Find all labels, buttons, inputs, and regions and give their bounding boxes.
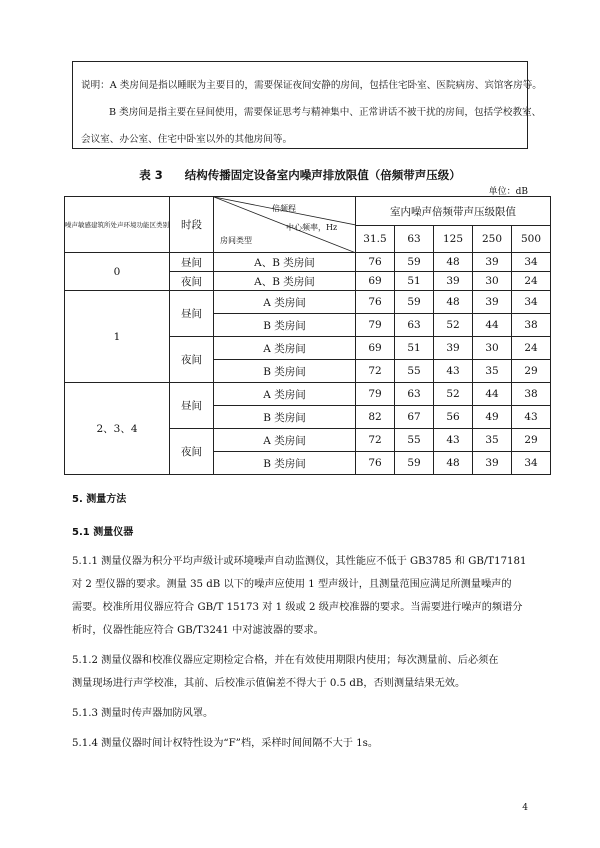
value-cell: 51: [395, 272, 434, 291]
zone-cell: 1: [65, 291, 170, 383]
value-cell: 52: [434, 314, 473, 337]
value-cell: 43: [434, 360, 473, 383]
value-cell: 63: [395, 314, 434, 337]
room-type-cell: B 类房间: [214, 406, 356, 429]
table-number: 表 3: [139, 168, 163, 182]
paragraph-line: 5.1.2 测量仪器和校准仪器应定期检定合格，并在有效使用期限内使用；每次测量前、后必须在: [72, 655, 499, 666]
value-cell: 39: [434, 337, 473, 360]
value-cell: 59: [395, 291, 434, 314]
value-cell: 34: [512, 452, 551, 475]
header-freq: 125: [434, 226, 473, 253]
table-note-box: [72, 61, 542, 149]
value-cell: 72: [356, 429, 395, 452]
value-cell: 79: [356, 383, 395, 406]
room-type-cell: A 类房间: [214, 337, 356, 360]
value-cell: 69: [356, 337, 395, 360]
table-unit: 单位：dB: [488, 187, 528, 197]
value-cell: 49: [473, 406, 512, 429]
room-type-cell: A 类房间: [214, 383, 356, 406]
room-type-cell: B 类房间: [214, 452, 356, 475]
value-cell: 34: [512, 291, 551, 314]
value-cell: 44: [473, 383, 512, 406]
value-cell: 29: [512, 429, 551, 452]
value-cell: 35: [473, 360, 512, 383]
period-cell: 昼间: [170, 383, 214, 429]
value-cell: 44: [473, 314, 512, 337]
value-cell: 67: [395, 406, 434, 429]
diag-label-octave: 倍频程: [272, 204, 296, 213]
note-line-2: B 类房间是指主要在昼间使用，需要保证思考与精神集中、正常讲话不被干扰的房间，包括学校教室、: [109, 107, 542, 118]
value-cell: 59: [395, 253, 434, 272]
diag-label-room: 房间类型: [220, 236, 252, 245]
section-5-1-heading: 5.1 测量仪器: [72, 527, 134, 538]
paragraph-line: 需要。校准所用仪器应符合 GB/T 15173 对 1 级或 2 级声校准器的要求。当需要进行噪声的频谱分: [72, 602, 523, 613]
value-cell: 76: [356, 253, 395, 272]
value-cell: 48: [434, 253, 473, 272]
header-group: 室内噪声倍频带声压级限值: [356, 197, 551, 226]
diag-label-freq: 中心频率，Hz: [286, 223, 338, 232]
value-cell: 24: [512, 337, 551, 360]
value-cell: 82: [356, 406, 395, 429]
paragraph-line: 5.1.3 测量时传声器加防风罩。: [72, 708, 214, 719]
value-cell: 48: [434, 452, 473, 475]
value-cell: 38: [512, 314, 551, 337]
room-type-cell: A、B 类房间: [214, 272, 356, 291]
value-cell: 43: [512, 406, 551, 429]
room-type-cell: B 类房间: [214, 314, 356, 337]
note-line-1: 说明：A 类房间是指以睡眠为主要目的，需要保证夜间安静的房间，包括住宅卧室、医院病房、宾馆客房等。: [81, 80, 542, 91]
value-cell: 72: [356, 360, 395, 383]
value-cell: 35: [473, 429, 512, 452]
value-cell: 39: [473, 452, 512, 475]
period-cell: 昼间: [170, 291, 214, 337]
value-cell: 79: [356, 314, 395, 337]
value-cell: 76: [356, 291, 395, 314]
paragraph-line: 对 2 型仪器的要求。测量 35 dB 以下的噪声应使用 1 型声级计，且测量范围应满足所测量噪声的: [72, 579, 512, 590]
table-row: [65, 383, 551, 406]
paragraph-line: 5.1.4 测量仪器时间计权特性设为“F”档，采样时间间隔不大于 1s。: [72, 738, 379, 749]
paragraph-line: 析时，仪器性能应符合 GB/T3241 中对滤波器的要求。: [72, 625, 324, 636]
table-caption: [0, 167, 600, 183]
value-cell: 29: [512, 360, 551, 383]
value-cell: 38: [512, 383, 551, 406]
period-cell: 夜间: [170, 429, 214, 475]
header-freq: 63: [395, 226, 434, 253]
value-cell: 43: [434, 429, 473, 452]
value-cell: 76: [356, 452, 395, 475]
room-type-cell: A 类房间: [214, 429, 356, 452]
value-cell: 39: [473, 253, 512, 272]
value-cell: 55: [395, 360, 434, 383]
value-cell: 30: [473, 337, 512, 360]
header-freq: 500: [512, 226, 551, 253]
header-freq: 250: [473, 226, 512, 253]
header-diagonal: [214, 197, 356, 253]
room-type-cell: A 类房间: [214, 291, 356, 314]
page-number: 4: [522, 803, 528, 813]
value-cell: 51: [395, 337, 434, 360]
zone-cell: 2、3、4: [65, 383, 170, 475]
header-freq: 31.5: [356, 226, 395, 253]
value-cell: 56: [434, 406, 473, 429]
period-cell: 夜间: [170, 337, 214, 383]
value-cell: 39: [473, 291, 512, 314]
value-cell: 24: [512, 272, 551, 291]
value-cell: 59: [395, 452, 434, 475]
table-row: [65, 253, 551, 272]
table-title: 结构传播固定设备室内噪声排放限值（倍频带声压级）: [184, 168, 461, 182]
note-line-3: 会议室、办公室、住宅中卧室以外的其他房间等。: [81, 134, 293, 145]
value-cell: 55: [395, 429, 434, 452]
header-zone: 噪声敏感建筑所处声环境功能区类别: [65, 197, 170, 253]
value-cell: 63: [395, 383, 434, 406]
section-5-heading: 5. 测量方法: [72, 494, 127, 505]
table-row: [65, 291, 551, 314]
value-cell: 34: [512, 253, 551, 272]
room-type-cell: A、B 类房间: [214, 253, 356, 272]
zone-cell: 0: [65, 253, 170, 291]
paragraph-line: 测量现场进行声学校准，其前、后校准示值偏差不得大于 0.5 dB，否则测量结果无效。: [72, 678, 466, 689]
value-cell: 39: [434, 272, 473, 291]
period-cell: 夜间: [170, 272, 214, 291]
period-cell: 昼间: [170, 253, 214, 272]
noise-limit-table: [64, 196, 551, 475]
paragraph-line: 5.1.1 测量仪器为积分平均声级计或环境噪声自动监测仪，其性能应不低于 GB3785 和 GB/T17181: [72, 556, 527, 567]
value-cell: 52: [434, 383, 473, 406]
value-cell: 48: [434, 291, 473, 314]
value-cell: 30: [473, 272, 512, 291]
header-period: 时段: [170, 197, 214, 253]
value-cell: 69: [356, 272, 395, 291]
room-type-cell: B 类房间: [214, 360, 356, 383]
